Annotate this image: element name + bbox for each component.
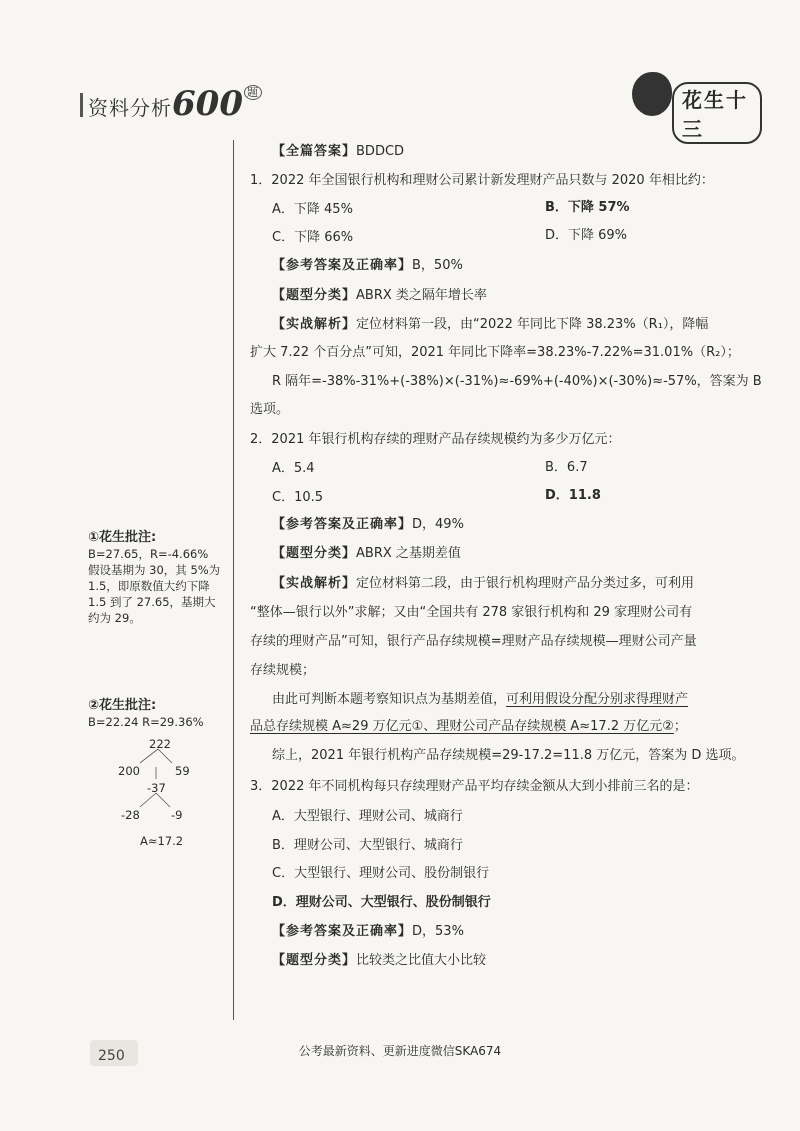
tree-result: A≈17.2: [140, 834, 184, 848]
brand-logo-text: 花生十三: [672, 82, 762, 144]
q1-analysis-line: R 隔年=-38%-31%+(-38%)×(-31%)≈-69%+(-40%)×(-30%)≈-57%，答案为 B: [272, 374, 762, 389]
q2-option-a: A．5.4: [272, 461, 315, 476]
q1-stem: 1．2022 年全国银行机构和理财公司累计新发理财产品只数与 2020 年相比约：: [250, 173, 714, 188]
side-note-2: [88, 698, 204, 730]
q3-type: 【题型分类】比较类之比值大小比较: [272, 953, 487, 968]
side-note-1: [88, 530, 220, 626]
q2-type: 【题型分类】ABRX 之基期差值: [272, 546, 461, 561]
book-title-number: 600: [172, 84, 243, 124]
q1-type: 【题型分类】ABRX 类之隔年增长率: [272, 288, 487, 303]
brand-logo: [632, 66, 762, 141]
q2-stem: 2．2021 年银行机构存续的理财产品存续规模约为多少万亿元：: [250, 432, 621, 447]
answers-all: 【全篇答案】BDDCD: [272, 144, 405, 159]
peanut-logo-icon: [632, 72, 672, 116]
q2-analysis-line: 存续规模；: [250, 663, 316, 678]
tree-node: 59: [175, 764, 190, 778]
q2-option-d: D．11.8: [545, 488, 601, 503]
q3-option-b: B．理财公司、大型银行、城商行: [272, 838, 463, 853]
q2-option-c: C．10.5: [272, 490, 324, 505]
q1-option-c: C．下降 66%: [272, 230, 354, 245]
q1-answer: 【参考答案及正确率】B，50%: [272, 258, 463, 273]
book-title-suffix: 题: [244, 85, 262, 100]
q2-analysis-line: “整体—银行以外”求解；又由“全国共有 278 家银行机构和 29 家理财公司有: [250, 605, 693, 620]
side-note-line: 1.5 到了 27.65，基期大: [88, 595, 216, 609]
q2-analysis-line: 由此可判断本题考察知识点为基期差值，可利用假设分配分别求得理财产: [272, 692, 689, 707]
side-note-line: 假设基期为 30，其 5%为: [88, 563, 221, 577]
tree-node: 222: [149, 737, 171, 751]
q2-analysis-line: 【实战解析】定位材料第二段，由于银行机构理财产品分类过多，可利用: [272, 576, 695, 591]
book-title: [88, 84, 262, 124]
side-note-title: ①花生批注:: [88, 530, 157, 545]
q1-option-d: D．下降 69%: [545, 228, 628, 243]
tree-node: 200: [118, 764, 140, 778]
q2-answer: 【参考答案及正确率】D，49%: [272, 517, 464, 532]
q2-analysis-line: 存续的理财产品”可知，银行产品存续规模=理财产品存续规模—理财公司产量: [250, 634, 697, 649]
book-title-prefix: 资料分析: [88, 96, 172, 120]
q3-option-a: A．大型银行、理财公司、城商行: [272, 809, 463, 824]
side-note-line: 1.5，即原数值大约下降: [88, 579, 210, 593]
tree-node: -9: [171, 808, 183, 822]
page-number: 250: [98, 1048, 125, 1064]
q3-option-d: D．理财公司、大型银行、股份制银行: [272, 895, 491, 910]
side-note-line: B=22.24 R=29.36%: [88, 715, 204, 729]
q2-analysis-line: 品总存续规模 A≈29 万亿元①、理财公司产品存续规模 A≈17.2 万亿元②；: [250, 719, 687, 734]
q1-analysis-line: 扩大 7.22 个百分点”可知，2021 年同比下降率=38.23%-7.22%=31.01%（R₂）；: [250, 345, 740, 360]
q3-option-c: C．大型银行、理财公司、股份制银行: [272, 866, 490, 881]
q2-option-b: B．6.7: [545, 460, 588, 475]
tree-node: -37: [147, 781, 166, 795]
q1-option-b: B．下降 57%: [545, 200, 630, 215]
side-note-title: ②花生批注:: [88, 698, 157, 713]
header-rule: [80, 93, 83, 117]
tree-node: -28: [121, 808, 140, 822]
q3-stem: 3．2022 年不同机构每只存续理财产品平均存续金额从大到小排前三名的是：: [250, 779, 699, 794]
q1-analysis-line: 【实战解析】定位材料第一段，由“2022 年同比下降 38.23%（R₁），降幅: [272, 317, 709, 332]
q1-analysis-line: 选项。: [250, 402, 290, 417]
footer-text: 公考最新资料、更新进度微信SKA674: [298, 1044, 502, 1058]
q3-answer: 【参考答案及正确率】D，53%: [272, 924, 464, 939]
side-note-line: B=27.65，R=-4.66%: [88, 547, 209, 561]
column-divider: [233, 140, 234, 1020]
side-note-line: 约为 29。: [88, 611, 141, 625]
q2-analysis-line: 综上，2021 年银行机构产品存续规模=29-17.2=11.8 万亿元，答案为 D 选项。: [272, 748, 745, 763]
q1-option-a: A．下降 45%: [272, 202, 353, 217]
